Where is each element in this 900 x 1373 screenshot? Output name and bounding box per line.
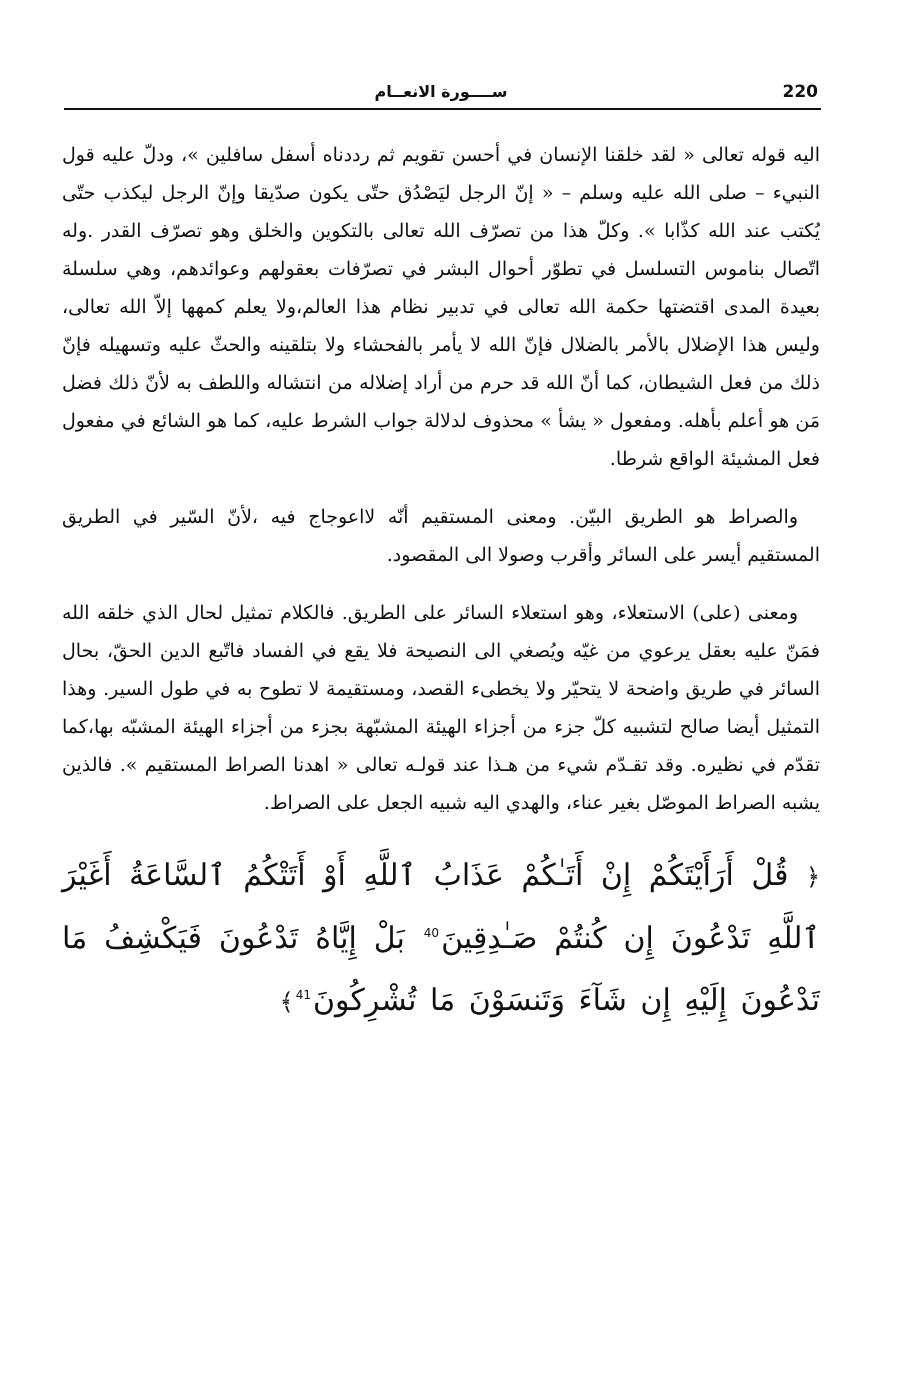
paragraph-commentary-3: ومعنى (على) الاستعلاء، وهو استعلاء السائر على الطريق. فالكلام تمثيل لحال الذي خلقه الله فمَنّ عليه بعقل يرعوي من غيّه ويُصغي الى النصيحة فلا يقع في الفساد فاتّبع الدين الحقّ، بحال السائر في طريق واضحة لا يتحيّر ولا يخطىء القصد، ومستقيمة لا تطوح به في طول السير. وهذا التمثيل أيضا صالح لتشبيه كلّ جزء من أجزاء الهيئة المشبّهة بجزء من أجزاء الهيئة المشبّه بها،كما تقدّم في نظيره. وقد تقـدّم شيء من هـذا عند قولـه تعالى « اهدنا الصراط المستقيم ». فالذين يشبه الصراط الموصّل بغير عناء، والهدي اليه شبيه الجعل على الصراط. bbox=[62, 602, 820, 814]
paragraph-gap bbox=[62, 822, 820, 848]
page-header bbox=[62, 78, 820, 106]
verse-text-part-2: بَلْ إِيَّاهُ تَدْعُونَ فَيَكْشِفُ مَا تَدْعُونَ إِلَيْهِ إِن شَآءَ وَتَنسَوْنَ مَا تُشْرِكُونَ bbox=[62, 921, 820, 1018]
quran-verse bbox=[62, 848, 820, 1030]
verse-text-part-1: قُلْ أَرَأَيْتَكُمْ إِنْ أَتَـٰكُمْ عَذَابُ ٱللَّهِ أَوْ أَتَتْكُمُ ٱلسَّاعَةُ أَغَيْرَ ٱللَّهِ تَدْعُونَ إِن كُنتُمْ صَـٰدِقِينَ bbox=[62, 858, 820, 956]
paragraph-commentary-1: اليه قوله تعالى « لقد خلقنا الإنسان في أحسن تقويم ثم رددناه أسفل سافلين »، ودلّ عليه قول النبيء – صلى الله عليه وسلم – « إنّ الرجل ليَصْدُق حتّى يكون صدّيقا وإنّ الرجل ليكذب حتّى يُكتب عند الله كذّابا ». وكلّ هذا من تصرّف الله تعالى بالتكوين والخلق وهو تصرّف القدر .وله اتّصال بناموس التسلسل في تطوّر أحوال البشر في تصرّفات بعقولهم وعوائدهم، وهي سلسلة بعيدة المدى اقتضتها حكمة الله تعالى في تدبير نظام هذا العالم،ولا يعلم كمهها إلاّ الله تعالى، وليس هذا الإضلال بالأمر بالضلال فإنّ الله لا يأمر بالفحشاء ولا بتلقينه والحثّ عليه وتسهيله فإنّ ذلك من فعل الشيطان، كما أنّ الله قد حرم من أراد إضلاله من انتشاله واللطف به لأنّ ذلك فضل مَن هو أعلم بأهله. ومفعول « يشأ » محذوف لدلالة جواب الشرط عليه، كما هو الشائع في مفعول فعل المشيئة الواقع شرطا. bbox=[62, 144, 820, 470]
running-title: ســــورة الانعــام bbox=[374, 82, 508, 101]
header-rule bbox=[64, 108, 821, 110]
body-text bbox=[62, 136, 820, 1030]
paragraph-gap bbox=[62, 574, 820, 594]
verse-open-bracket: ﴿ bbox=[805, 863, 820, 891]
paragraph-gap bbox=[62, 478, 820, 498]
verse-number-41: 41 bbox=[295, 988, 312, 1002]
paragraph-commentary-2: والصراط هو الطريق البيّن. ومعنى المستقيم أنّه لااعوجاج فيه ،لأنّ السّير في الطريق المستقيم أيسر على السائر وأقرب وصولا الى المقصود. bbox=[62, 506, 820, 566]
page-number: 220 bbox=[782, 82, 818, 102]
verse-close-bracket: ﴾ bbox=[279, 988, 294, 1016]
verse-number-40: 40 bbox=[423, 926, 440, 940]
